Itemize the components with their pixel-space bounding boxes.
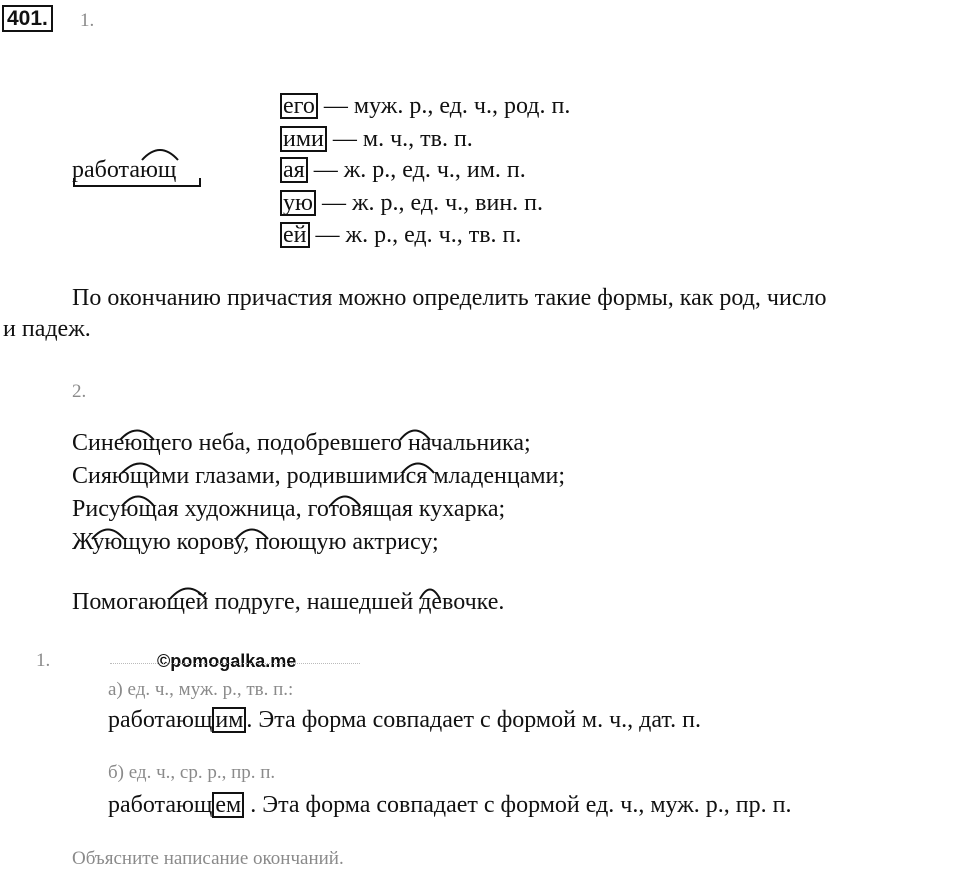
part2-line-4: Помогающей подруге, нашедшей девочке. [72,589,505,615]
ending-desc: — муж. р., ед. ч., род. п. [323,93,571,119]
ending-box: ей [280,222,310,248]
watermark: ©pomogalka.me [157,651,297,671]
ending-row-0 [280,93,570,120]
ending-box: ими [280,126,327,152]
ending-box: ая [280,157,308,183]
ending-desc: — ж. р., ед. ч., вин. п. [321,190,543,216]
ending-desc: — м. ч., тв. п. [332,126,473,152]
variant-b-rest: . Эта форма совпадает с формой ед. ч., муж. р., пр. п. [250,792,792,818]
variant-b-ending: ем [212,792,244,818]
footer-instruction: Объясните написание окончаний. [72,848,344,869]
ending-box: его [280,93,318,119]
ending-row-1 [280,126,473,153]
variant-a-stem: работающ [108,707,213,733]
conclusion-line-2: и падеж. [3,316,91,342]
variant-b-stem: работающ [108,792,213,818]
ending-desc: — ж. р., ед. ч., тв. п. [315,222,522,248]
part2-line-1: Сияющими глазами, родившимися младенцами; [72,463,566,489]
part2-line-2: Рисующая художница, готовящая кухарка; [72,496,506,522]
dotted-divider [110,663,360,664]
part2-label: 2. [72,381,87,402]
stem-word: работающ [72,157,177,183]
ending-box: ую [280,190,316,216]
variant-b-label: б) ед. ч., ср. р., пр. п. [108,762,276,783]
conclusion-line-1: По окончанию причастия можно определить такие формы, как род, число [72,285,827,311]
ending-row-2 [280,157,526,184]
variant-b-sentence [108,792,792,819]
part2-line-3: Жующую корову, поющую актрису; [72,529,439,555]
exercise-number: 401. [2,6,53,31]
bottom-label: 1. [36,650,51,671]
variant-a-rest: . Эта форма совпадает с формой м. ч., дат. п. [246,707,701,733]
part1-label: 1. [80,10,95,31]
variant-a-sentence [108,707,701,734]
variant-a-ending: им [212,707,246,733]
ending-row-3 [280,190,543,217]
ending-desc: — ж. р., ед. ч., им. п. [313,157,526,183]
variant-a-label: а) ед. ч., муж. р., тв. п.: [108,679,294,700]
part2-line-0: Синеющего неба, подобревшего начальника; [72,430,531,456]
ending-row-4 [280,222,521,249]
